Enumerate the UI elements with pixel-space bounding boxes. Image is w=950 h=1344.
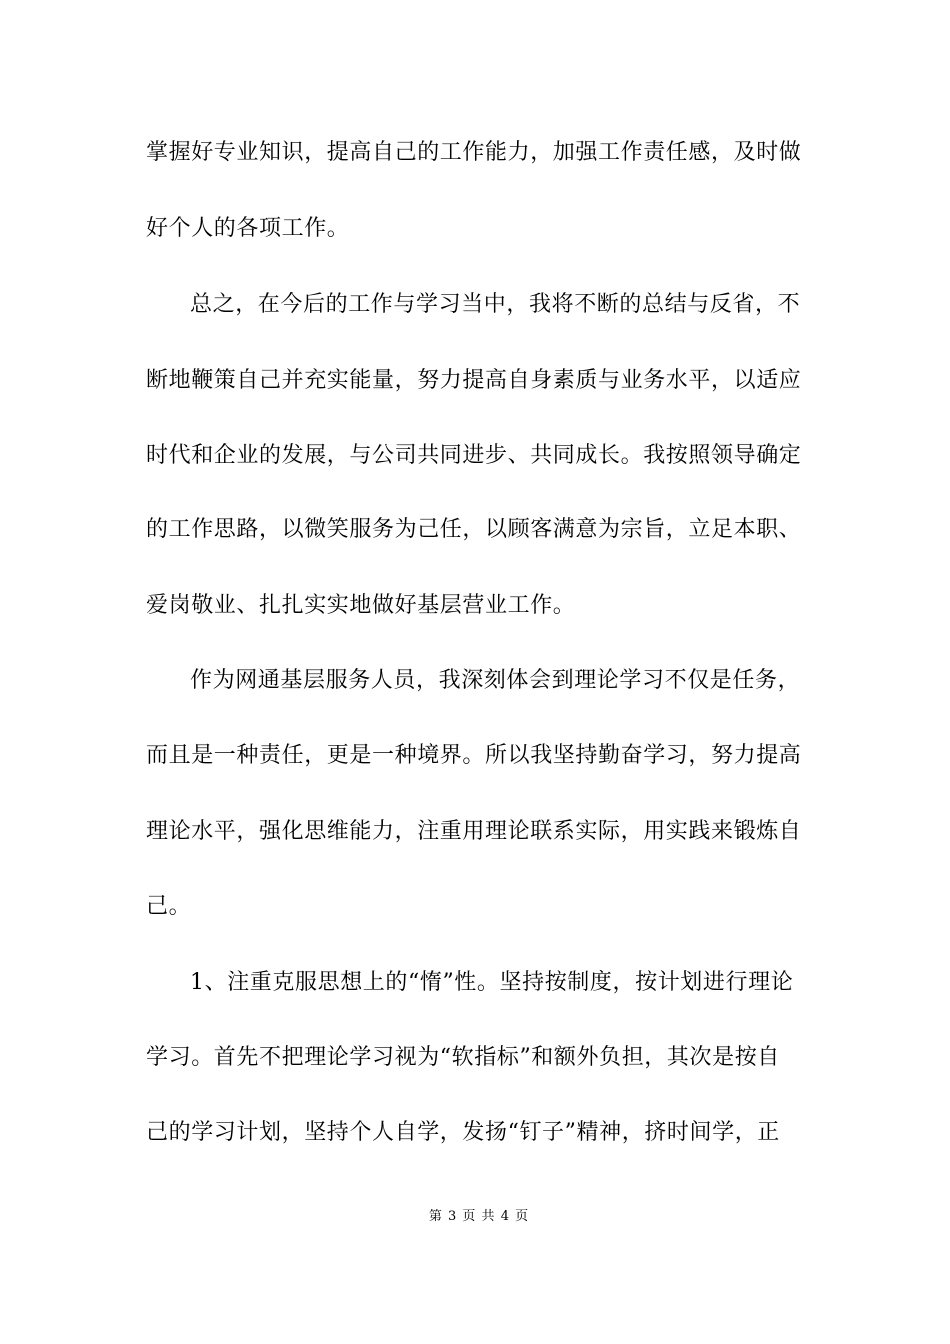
paragraph-line: 时代和企业的发展，与公司共同进步、共同成长。我按照领导确定: [146, 443, 802, 468]
paragraph-line: 断地鞭策自己并充实能量，努力提高自身素质与业务水平，以适应: [146, 368, 802, 393]
paragraph-line: 总之，在今后的工作与学习当中，我将不断的总结与反省，不: [190, 292, 801, 317]
page-number-footer: 第 3 页 共 4 页: [428, 1209, 530, 1224]
paragraph-line: 学习。首先不把理论学习视为“软指标”和额外负担，其次是按自: [146, 1045, 780, 1070]
paragraph-line: 1、注重克服思想上的“惰”性。坚持按制度，按计划进行理论: [190, 970, 794, 995]
paragraph-line: 己。: [146, 894, 192, 919]
paragraph-line: 掌握好专业知识，提高自己的工作能力，加强工作责任感，及时做: [146, 140, 802, 165]
paragraph-line: 爱岗敬业、扎扎实实地做好基层营业工作。: [146, 593, 576, 618]
paragraph-line: 的工作思路，以微笑服务为己任，以顾客满意为宗旨，立足本职、: [146, 517, 802, 542]
paragraph-line: 好个人的各项工作。: [146, 216, 350, 241]
paragraph-line: 理论水平，强化思维能力，注重用理论联系实际，用实践来锻炼自: [146, 819, 802, 844]
paragraph-line: 而且是一种责任，更是一种境界。所以我坚持勤奋学习，努力提高: [146, 743, 802, 768]
paragraph-line: 作为网通基层服务人员，我深刻体会到理论学习不仅是任务，: [190, 668, 801, 693]
paragraph-line: 己的学习计划，坚持个人自学，发扬“钉子”精神，挤时间学，正: [146, 1120, 780, 1145]
